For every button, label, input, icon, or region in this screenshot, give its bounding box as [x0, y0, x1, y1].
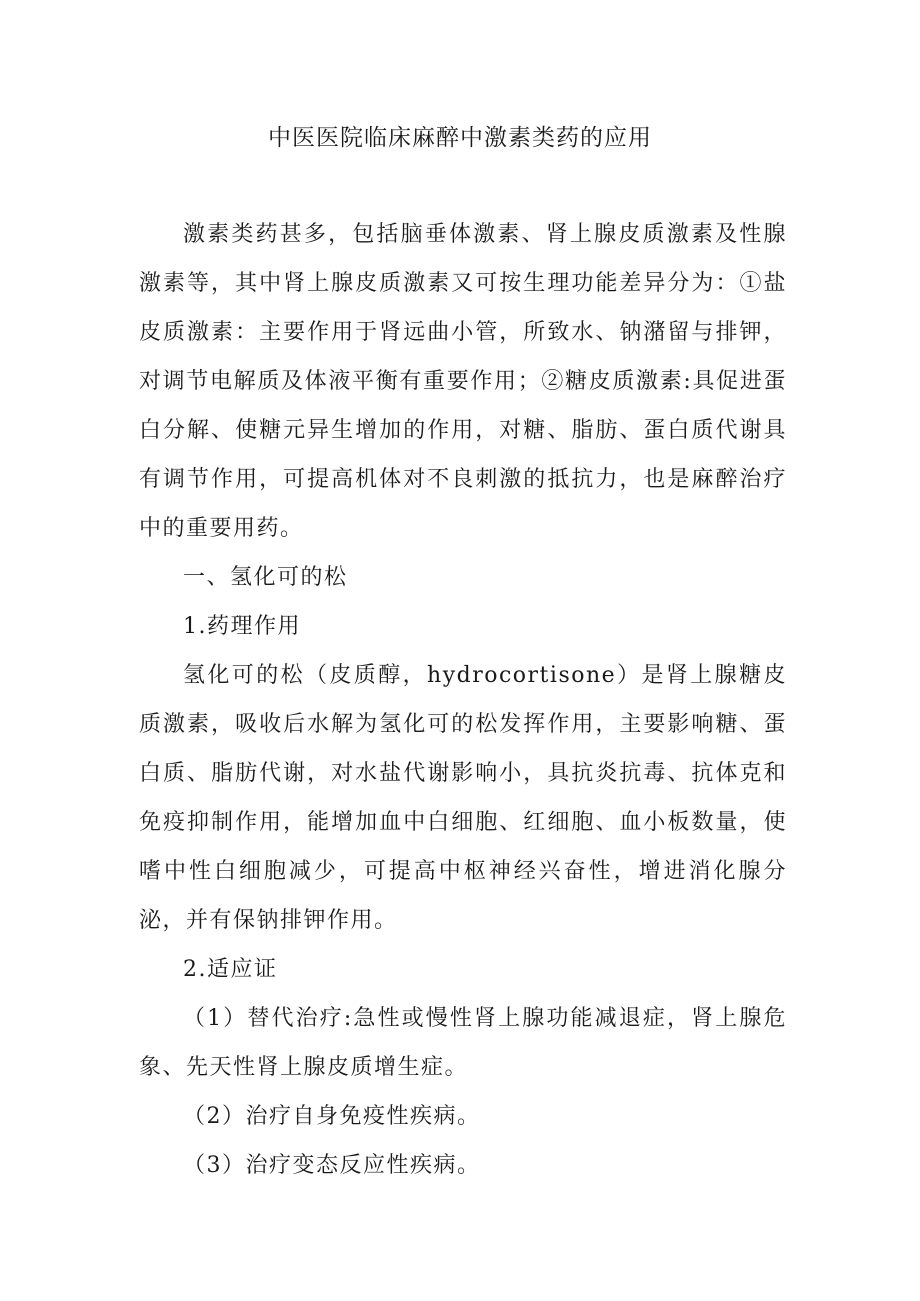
- pharmacology-paragraph: 氢化可的松（皮质醇，hydrocortisone）是肾上腺糖皮质激素，吸收后水解为氢化可的松发挥作用，主要影响糖、蛋白质、脂肪代谢，对水盐代谢影响小，具抗炎抗毒、抗体克和免疫抑制作用，能增加血中白细胞、红细胞、血小板数量，使嗜中性白细胞减少，可提高中枢神经兴奋性，增进消化腺分泌，并有保钠排钾作用。: [139, 663, 787, 933]
- indication-item: （2）治疗自身免疫性疾病。: [183, 1104, 481, 1129]
- subheading-pharmacology: 1.药理作用: [183, 614, 301, 639]
- subheading-indications: 2.适应证: [183, 957, 278, 982]
- intro-paragraph: 激素类药甚多，包括脑垂体激素、肾上腺皮质激素及性腺激素等，其中肾上腺皮质激素又可按生理功能差异分为：①盐皮质激素：主要作用于肾远曲小管，所致水、钠潴留与排钾，对调节电解质及体液平衡有重要作用；②糖皮质激素:具促进蛋白分解、使糖元异生增加的作用，对糖、脂肪、蛋白质代谢具有调节作用，可提高机体对不良刺激的抵抗力，也是麻醉治疗中的重要用药。: [139, 222, 787, 541]
- indication-item: （3）治疗变态反应性疾病。: [183, 1153, 481, 1178]
- document-body: [139, 210, 787, 1190]
- document-title: 中医医院临床麻醉中激素类药的应用: [268, 125, 652, 151]
- section-heading-hydrocortisone: 一、氢化可的松: [183, 565, 348, 590]
- indication-item: （1）替代治疗:急性或慢性肾上腺功能减退症，肾上腺危象、先天性肾上腺皮质增生症。: [139, 1006, 787, 1080]
